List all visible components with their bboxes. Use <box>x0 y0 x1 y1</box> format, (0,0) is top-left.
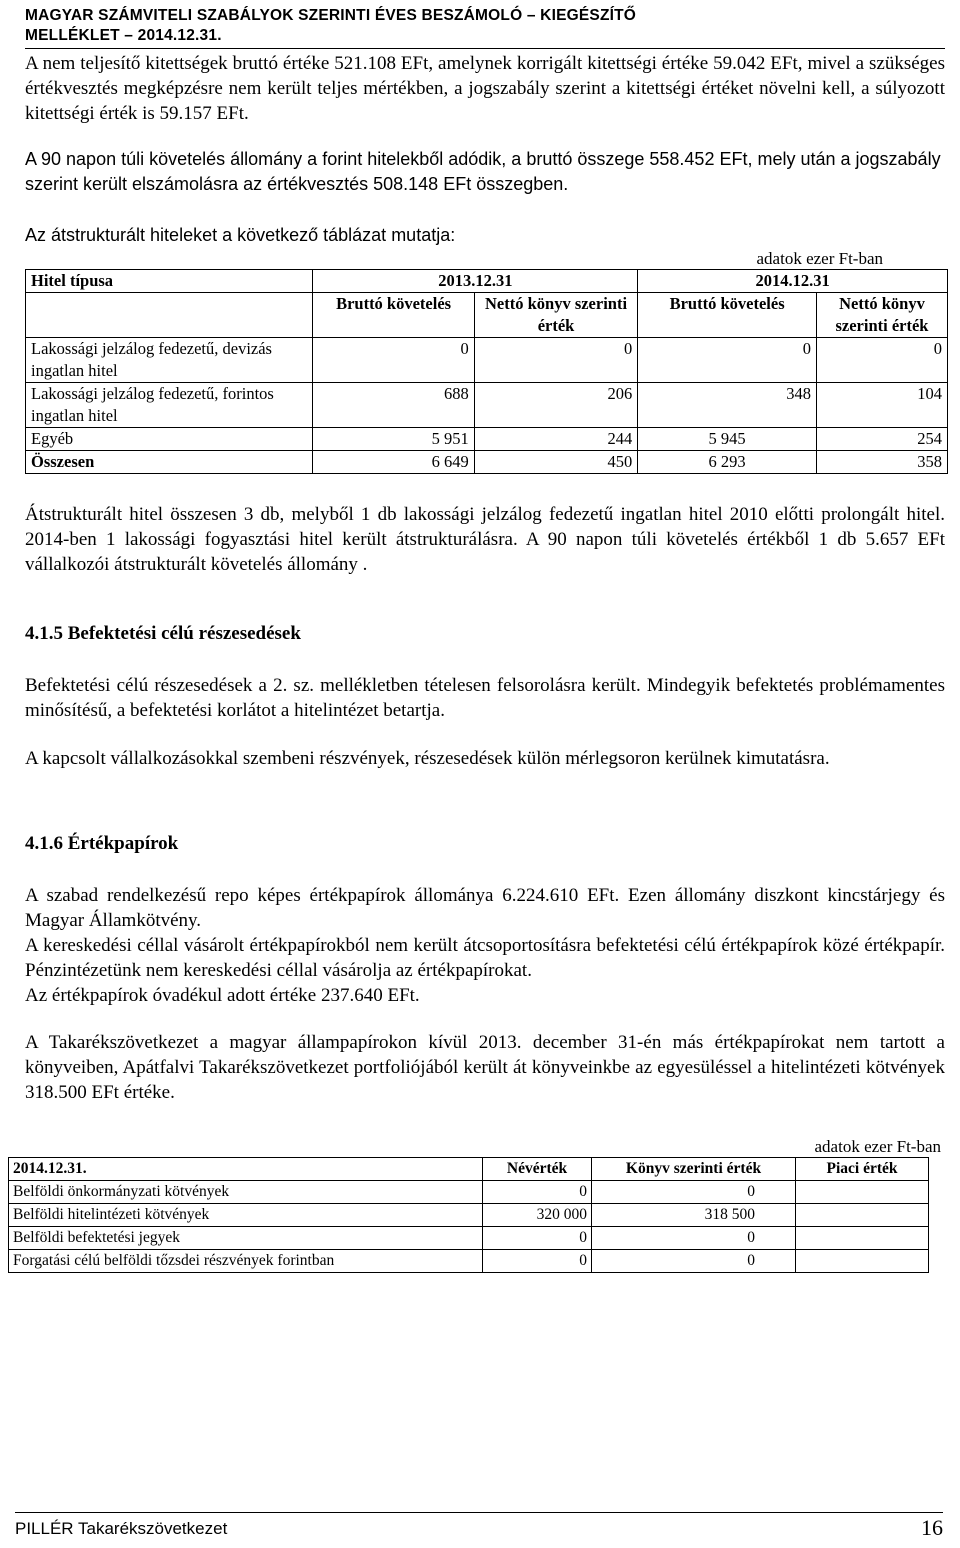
t1-sub-netto-1: Nettó könyv szerinti érték <box>474 293 637 338</box>
page-header <box>25 0 945 49</box>
t1-sub-brutto-1: Bruttó követelés <box>313 293 474 338</box>
header-line-1: MAGYAR SZÁMVITELI SZABÁLYOK SZERINTI ÉVES BESZÁMOLÓ – KIEGÉSZÍTŐ <box>25 7 637 24</box>
t2-header-market: Piaci érték <box>796 1158 929 1181</box>
t1-sub-netto-2: Nettó könyv szerinti érték <box>816 293 947 338</box>
restructured-loans-table <box>25 269 948 474</box>
table-row: Egyéb 5 951 244 5 945 254 <box>26 428 948 451</box>
securities-table <box>8 1157 929 1273</box>
paragraph-nonperforming: A nem teljesítő kitettségek bruttó értéke 521.108 EFt, amelynek korrigált kitettségi értéke 59.042 EFt, mivel a szükséges értékvesztés megképzésre nem került teljes mértékben, a jogszabály szerint a kitettségi értéket növelni kell, a súlyozott kitettségi érték is 59.157 EFt. <box>25 53 945 124</box>
paragraph-related-companies: A kapcsolt vállalkozásokkal szembeni részvények, részesedések külön mérlegsoron kerülnek kimutatásra. <box>25 748 830 769</box>
paragraph-trading-securities: A kereskedési céllal vásárolt értékpapírokból nem került átcsoportosításra befektetési célú értékpapírok közé értékpapír. Pénzintézetünk nem kereskedési céllal vásárolja az értékpapírokat. <box>25 935 945 981</box>
paragraph-investments: Befektetési célú részesedések a 2. sz. mellékletben tételesen felsorolásra került. Mindegyik befektetés problémamentes minősítésű, a befektetési korlátot a hitelintézet betartja. <box>25 675 945 721</box>
table-row-total: Összesen 6 649 450 6 293 358 <box>26 451 948 474</box>
t2-header-book: Könyv szerinti érték <box>592 1158 796 1181</box>
table-row: Belföldi önkormányzati kötvények 0 0 <box>9 1181 929 1204</box>
paragraph-restructured-intro: Az átstrukturált hiteleket a következő táblázat mutatja: <box>25 225 456 245</box>
t2-header-nominal: Névérték <box>483 1158 592 1181</box>
table-row: Lakossági jelzálog fedezetű, devizás ingatlan hitel 0 0 0 0 <box>26 338 948 383</box>
table-row: Belföldi hitelintézeti kötvények 320 000 318 500 <box>9 1204 929 1227</box>
t1-header-type: Hitel típusa <box>26 270 313 293</box>
paragraph-repo-securities: A szabad rendelkezésű repo képes értékpapírok állománya 6.224.610 EFt. Ezen állomány diszkont kincstárjegy és Magyar Államkötvény. <box>25 885 945 931</box>
paragraph-90-days: A 90 napon túli követelés állomány a forint hitelekből adódik, a bruttó összege 558.452 EFt, mely után a jogszabály szerint került elszámolásra az értékvesztés 508.148 EFt összegben. <box>25 149 941 194</box>
section-4-1-5-title: 4.1.5 Befektetési célú részesedések <box>25 623 301 644</box>
table1-unit-note: adatok ezer Ft-ban <box>756 249 883 268</box>
t1-header-year2: 2014.12.31 <box>638 270 948 293</box>
table2-unit-note: adatok ezer Ft-ban <box>814 1137 941 1156</box>
footer-company: PILLÉR Takarékszövetkezet <box>15 1519 228 1538</box>
t2-header-date: 2014.12.31. <box>9 1158 483 1181</box>
table-row: Forgatási célú belföldi tőzsdei részvények forintban 0 0 <box>9 1250 929 1273</box>
page-number: 16 <box>921 1515 943 1540</box>
table-row: Lakossági jelzálog fedezetű, forintos ingatlan hitel 688 206 348 104 <box>26 383 948 428</box>
paragraph-collateral: Az értékpapírok óvadékul adott értéke 237.640 EFt. <box>25 985 420 1006</box>
paragraph-bonds: A Takarékszövetkezet a magyar állampapírokon kívül 2013. december 31-én más értékpapírokat nem tartott a könyveiben, Apátfalvi Takarékszövetkezet portfoliójából került át könyveinkbe az egyesüléssel a hitelintézeti kötvények 318.500 EFt értéke. <box>25 1032 945 1103</box>
header-line-2: MELLÉKLET – 2014.12.31. <box>25 27 222 44</box>
t1-sub-brutto-2: Bruttó követelés <box>638 293 817 338</box>
table-row: Belföldi befektetési jegyek 0 0 <box>9 1227 929 1250</box>
section-4-1-6-title: 4.1.6 Értékpapírok <box>25 833 179 854</box>
page-footer <box>15 1512 943 1539</box>
t1-header-year1: 2013.12.31 <box>313 270 638 293</box>
paragraph-restructured-summary: Átstrukturált hitel összesen 3 db, melyből 1 db lakossági jelzálog fedezetű ingatlan hitel 2010 előtti prolongált hitel. 2014-ben 1 lakossági fogyasztási hitel került átstrukturálásra. A 90 napon túli követelés értékből 1 db 5.657 EFt vállalkozói átstrukturált követelés állomány . <box>25 504 945 575</box>
